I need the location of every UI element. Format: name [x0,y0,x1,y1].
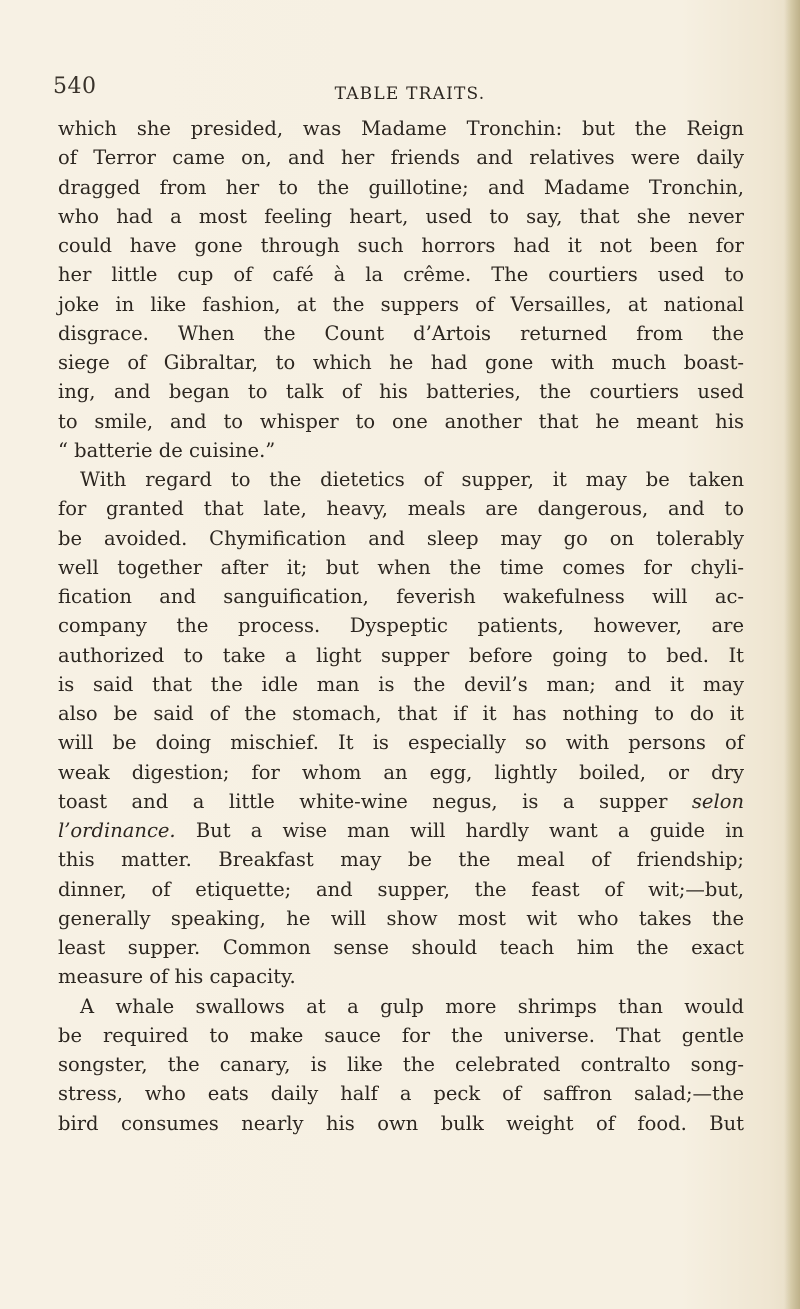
text-line: authorized to take a light supper before going to bed. It [58,643,744,667]
text-segment: But a wise man will hardly want a guide in [195,819,744,842]
italic-phrase: selon [691,789,745,813]
text-line: company the process. Dyspeptic patients, however, are [58,614,744,638]
text-line: least supper. Common sense should teach him the exact [58,936,744,959]
text-line: for granted that late, heavy, meals are dangerous, and to [58,497,744,521]
text-line: which she presided, was Madame Tronchin: but the Reign [58,117,744,140]
text-line: dinner, of etiquette; and supper, the feast of wit;—but, [58,877,744,901]
text-line: is said that the idle man is the devil’s man; and it may [58,672,744,696]
text-line: fication and sanguification, feverish wakefulness will ac- [58,585,744,608]
text-line: of Terror came on, and her friends and relatives were daily [58,146,744,170]
text-line: bird consumes nearly his own bulk weight of food. But [58,1111,744,1135]
text-line: “ batterie de cuisine.” [58,438,276,462]
text-line: will be doing mischief. It is especially so with persons of [58,731,744,755]
text-line: also be said of the stomach, that if it has nothing to do it [58,702,744,725]
text-line: stress, who eats daily half a peck of saffron salad;—the [58,1082,744,1106]
text-line: to smile, and to whisper to one another that he meant his [58,409,744,433]
text-line: weak digestion; for whom an egg, lightly boiled, or dry [58,760,744,784]
text-line: measure of his capacity. [58,965,296,989]
text-line: be avoided. Chymification and sleep may go on tolerably [58,526,744,550]
text-line: her little cup of café à la crême. The courtiers used to [58,263,744,287]
text-line: be required to make sauce for the universe. That gentle [58,1023,744,1047]
text-line: siege of Gibraltar, to which he had gone with much boast- [58,351,744,374]
text-line-paragraph-start: With regard to the dietetics of supper, it may be taken [80,468,744,491]
text-line: ing, and began to talk of his batteries, the courtiers used [58,380,744,404]
running-head-title: TABLE TRAITS. [334,84,486,104]
page-edge-shadow [784,0,800,1309]
body-text [58,114,744,1138]
text-line: who had a most feeling heart, used to say, that she never [58,204,744,228]
text-line: dragged from her to the guillotine; and Madame Tronchin, [58,175,744,199]
text-line: songster, the canary, is like the celebrated contralto song- [58,1053,744,1076]
text-line: well together after it; but when the time comes for chyli- [58,555,744,579]
italic-phrase: l’ordinance. [58,819,176,842]
text-line: joke in like fashion, at the suppers of Versailles, at national [58,292,744,316]
text-line: this matter. Breakfast may be the meal of friendship; [58,848,744,872]
page-number: 540 [53,74,97,99]
text-line: generally speaking, he will show most wit who takes the [58,906,744,930]
text-line-paragraph-start: A whale swallows at a gulp more shrimps than would [80,994,744,1018]
text-line-with-italic [58,787,744,816]
text-line: disgrace. When the Count d’Artois returned from the [58,321,744,345]
text-line: could have gone through such horrors had it not been for [58,234,744,257]
text-line-with-italic [58,816,744,845]
text-segment: toast and a little white-wine negus, is a supper [58,789,668,813]
